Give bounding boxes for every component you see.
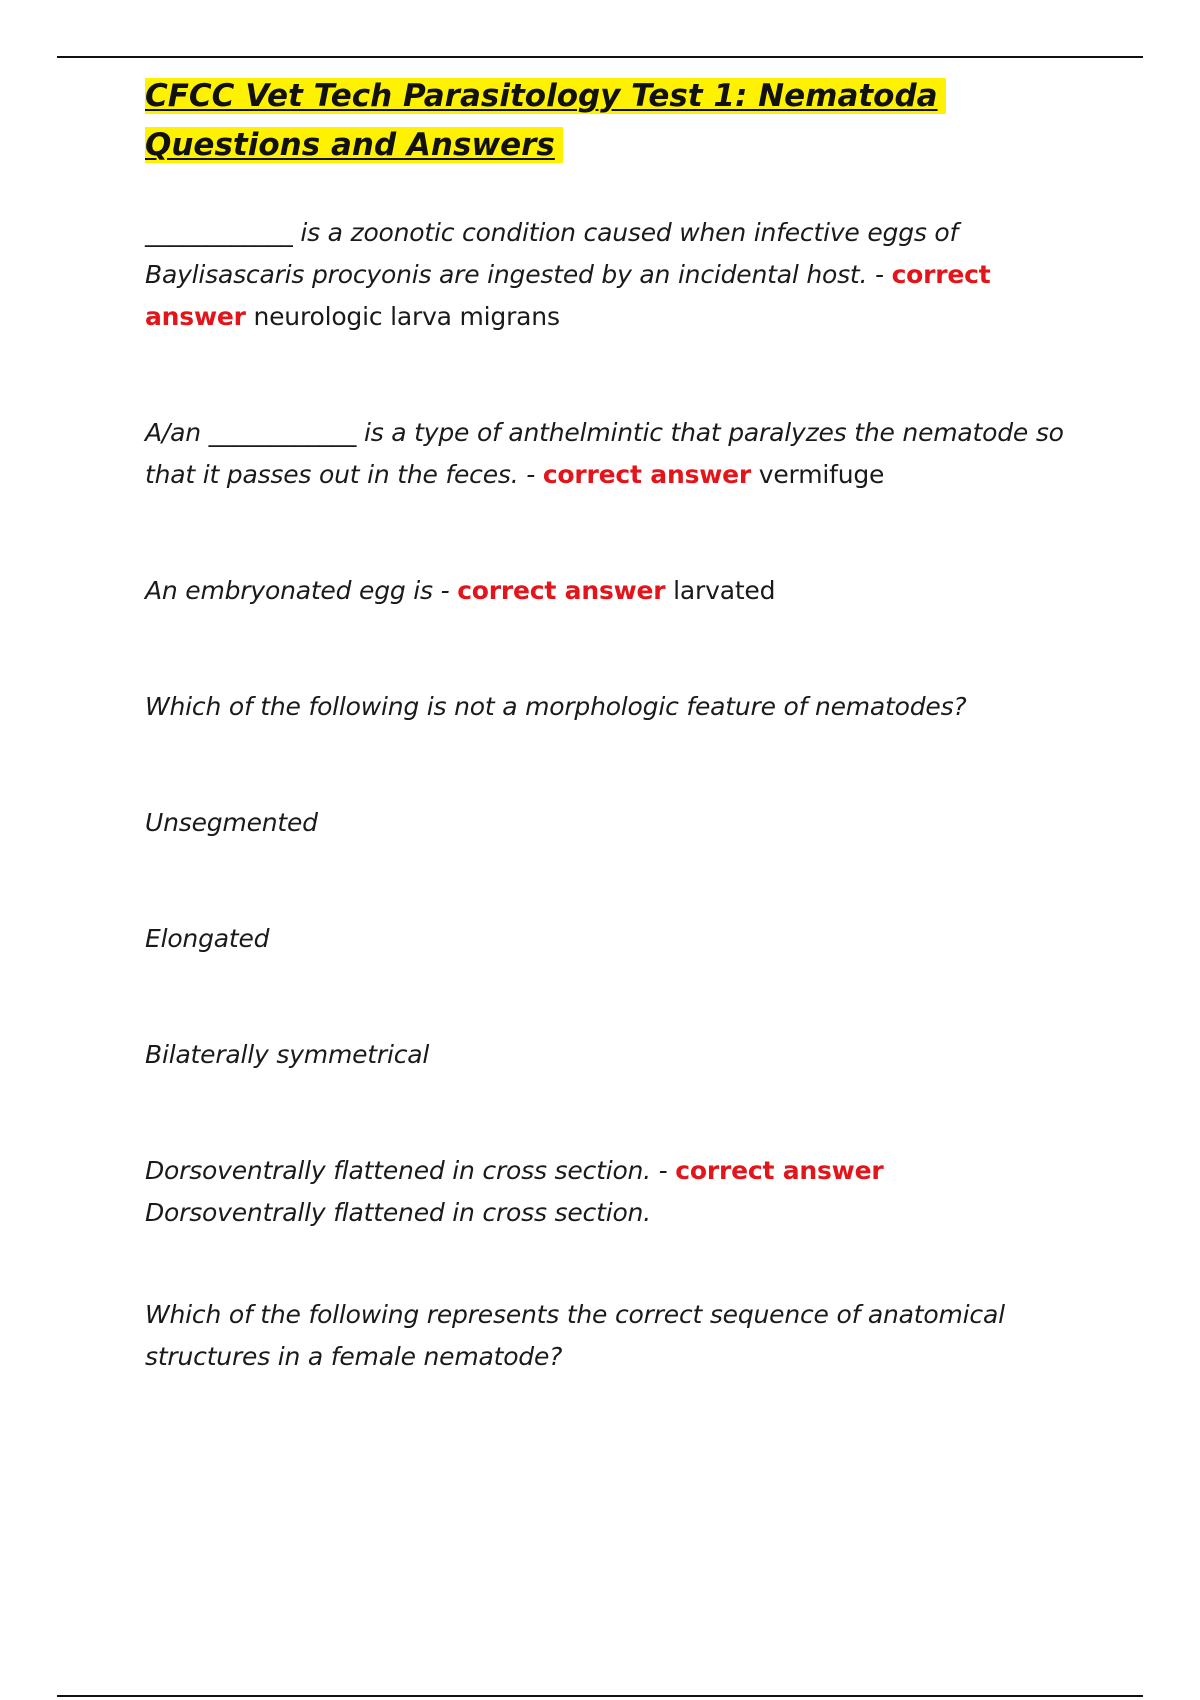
option-4-text: Dorsoventrally flattened in cross section. - [145, 1156, 676, 1185]
question-5: Which of the following represents the correct sequence of anatomical structures in a female nematode? [145, 1300, 1005, 1371]
footer-rule [57, 1695, 1143, 1697]
document-body [145, 72, 1085, 1378]
answer-2: vermifuge [758, 460, 885, 489]
answer-4: Dorsoventrally flattened in cross section. [145, 1198, 651, 1227]
answer-label-2: correct answer [542, 460, 752, 489]
answer-1: neurologic larva migrans [253, 302, 560, 331]
answer-label-4: correct answer [675, 1156, 884, 1185]
option-1: Unsegmented [145, 808, 318, 837]
question-1-text: ____________ is a zoonotic condition caused when infective eggs of Baylisascaris procyonis are ingested by an incidental host. - [145, 218, 959, 289]
answer-label-3: correct answer [457, 576, 666, 605]
option-2: Elongated [145, 924, 270, 953]
document-title [145, 72, 1085, 170]
header-rule [57, 56, 1143, 58]
question-3 [145, 570, 1085, 612]
question-4: Which of the following is not a morphologic feature of nematodes? [145, 692, 967, 721]
question-3-text: An embryonated egg is - [145, 576, 458, 605]
answer-3: larvated [673, 576, 776, 605]
question-2 [145, 412, 1085, 496]
option-4 [145, 1150, 1085, 1234]
option-3: Bilaterally symmetrical [145, 1040, 430, 1069]
answer-label-1: correct answer [145, 260, 991, 331]
question-2-text: A/an ____________ is a type of anthelmintic that paralyzes the nematode so that it passes out in the feces. - [145, 418, 1064, 489]
question-1 [145, 212, 1085, 338]
title-highlight: CFCC Vet Tech Parasitology Test 1: Nematoda Questions and Answers [145, 78, 946, 163]
